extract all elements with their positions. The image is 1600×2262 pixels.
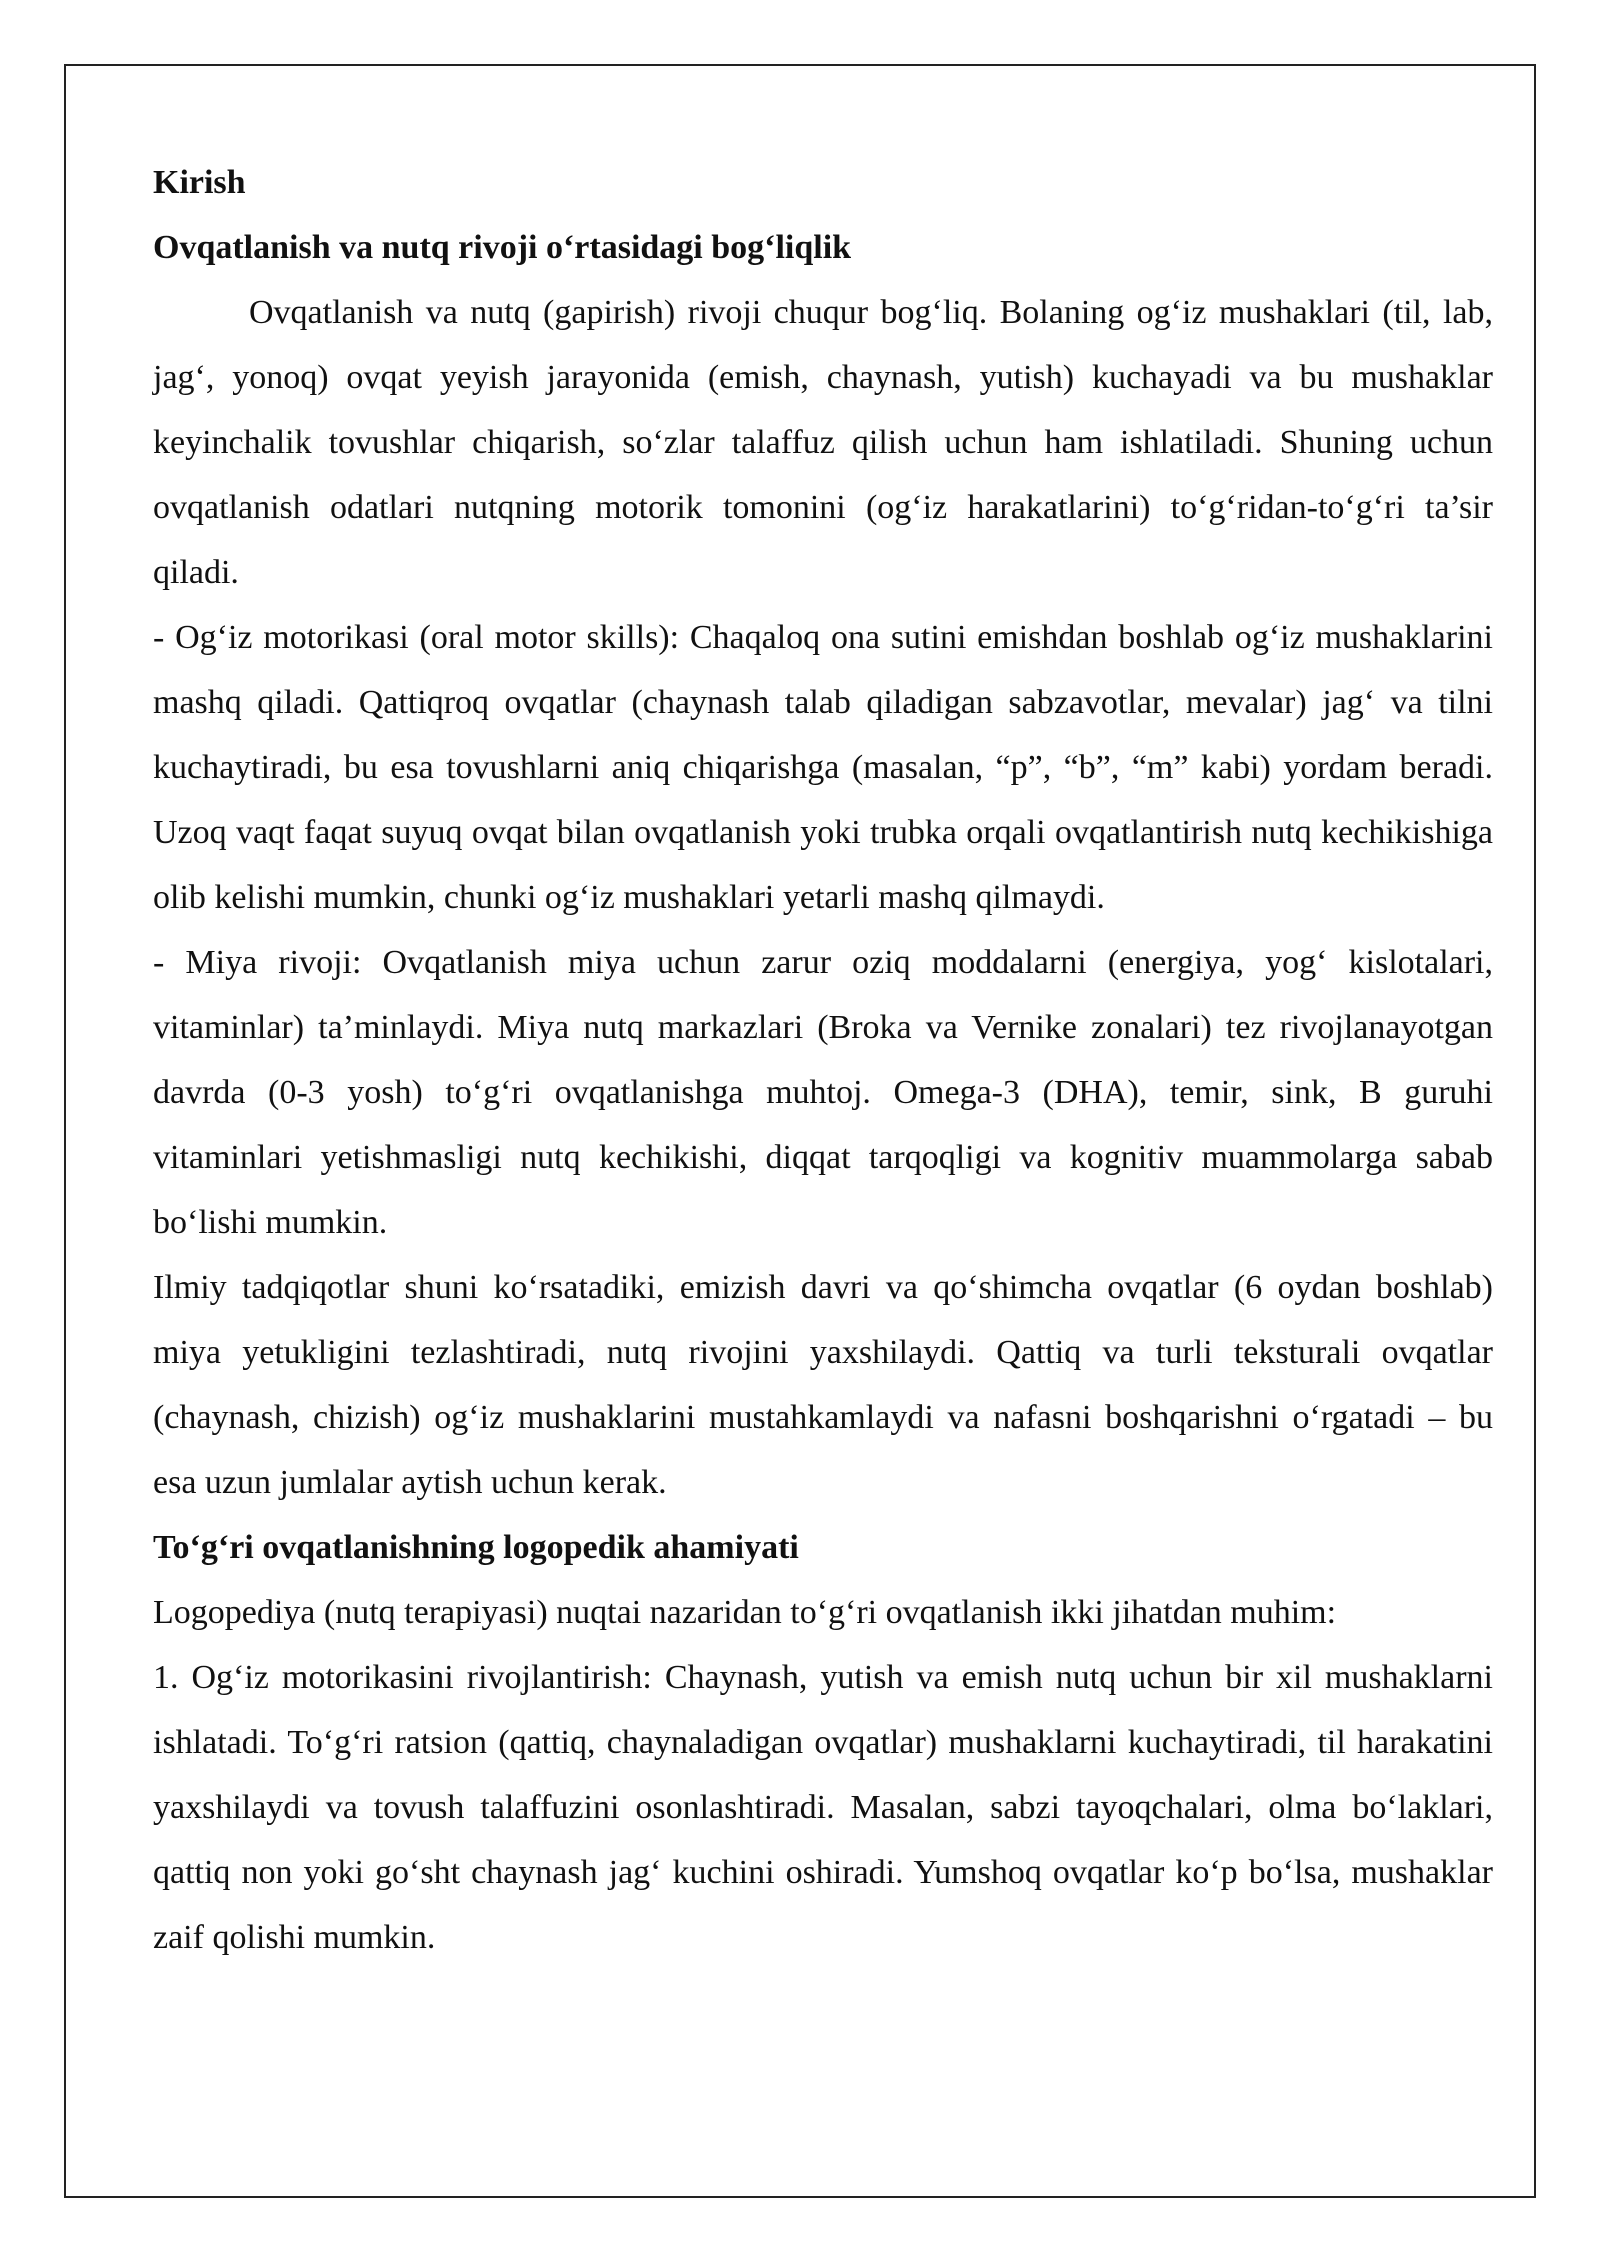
document-body xyxy=(153,150,1493,1970)
paragraph-research: Ilmiy tadqiqotlar shuni ko‘rsatadiki, emizish davri va qo‘shimcha ovqatlar (6 oydan boshlab) miya yetukligini tezlashtiradi, nutq rivojini yaxshilaydi. Qattiq va turli teksturali ovqatlar (chaynash, chizish) og‘iz mushaklarini mustahkamlaydi va nafasni boshqarishni o‘rgatadi – bu esa uzun jumlalar aytish uchun kerak. xyxy=(153,1269,1493,1501)
heading-logopedic-importance: To‘g‘ri ovqatlanishning logopedik ahamiyati xyxy=(153,1529,799,1566)
paragraph-brain-development: - Miya rivoji: Ovqatlanish miya uchun zarur oziq moddalarni (energiya, yog‘ kislotalari, vitaminlar) ta’minlaydi. Miya nutq markazlari (Broka va Vernike zonalari) tez rivojlanayotgan davrda (0-3 yosh) to‘g‘ri ovqatlanishga muhtoj. Omega-3 (DHA), temir, sink, B guruhi vitaminlari yetishmasligi nutq kechikishi, diqqat tarqoqligi va kognitiv muammolarga sabab bo‘lishi mumkin. xyxy=(153,944,1493,1241)
paragraph-oral-motor-development: 1. Og‘iz motorikasini rivojlantirish: Chaynash, yutish va emish nutq uchun bir xil mushaklarni ishlatadi. To‘g‘ri ratsion (qattiq, chaynaladigan ovqatlar) mushaklarni kuchaytiradi, til harakatini yaxshilaydi va tovush talaffuzini osonlashtiradi. Masalan, sabzi tayoqchalari, olma bo‘laklari, qattiq non yoki go‘sht chaynash jag‘ kuchini oshiradi. Yumshoq ovqatlar ko‘p bo‘lsa, mushaklar zaif qolishi mumkin. xyxy=(153,1659,1493,1956)
heading-nutrition-speech: Ovqatlanish va nutq rivoji o‘rtasidagi bog‘liqlik xyxy=(153,229,852,266)
paragraph-oral-motor: - Og‘iz motorikasi (oral motor skills): Chaqaloq ona sutini emishdan boshlab og‘iz mushaklarini mashq qiladi. Qattiqroq ovqatlar (chaynash talab qiladigan sabzavotlar, mevalar) jag‘ va tilni kuchaytiradi, bu esa tovushlarni aniq chiqarishga (masalan, “p”, “b”, “m” kabi) yordam beradi. Uzoq vaqt faqat suyuq ovqat bilan ovqatlanish yoki trubka orqali ovqatlantirish nutq kechikishiga olib kelishi mumkin, chunki og‘iz mushaklari yetarli mashq qilmaydi. xyxy=(153,619,1493,916)
paragraph-logopedia: Logopediya (nutq terapiyasi) nuqtai nazaridan to‘g‘ri ovqatlanish ikki jihatdan muhim: xyxy=(153,1594,1337,1631)
paragraph-intro: Ovqatlanish va nutq (gapirish) rivoji chuqur bog‘liq. Bolaning og‘iz mushaklari (til, lab, jag‘, yonoq) ovqat yeyish jarayonida (emish, chaynash, yutish) kuchayadi va bu mushaklar keyinchalik tovushlar chiqarish, so‘zlar talaffuz qilish uchun ham ishlatiladi. Shuning uchun ovqatlanish odatlari nutqning motorik tomonini (og‘iz harakatlarini) to‘g‘ridan-to‘g‘ri ta’sir qiladi. xyxy=(153,294,1493,591)
section-label: Kirish xyxy=(153,164,246,201)
